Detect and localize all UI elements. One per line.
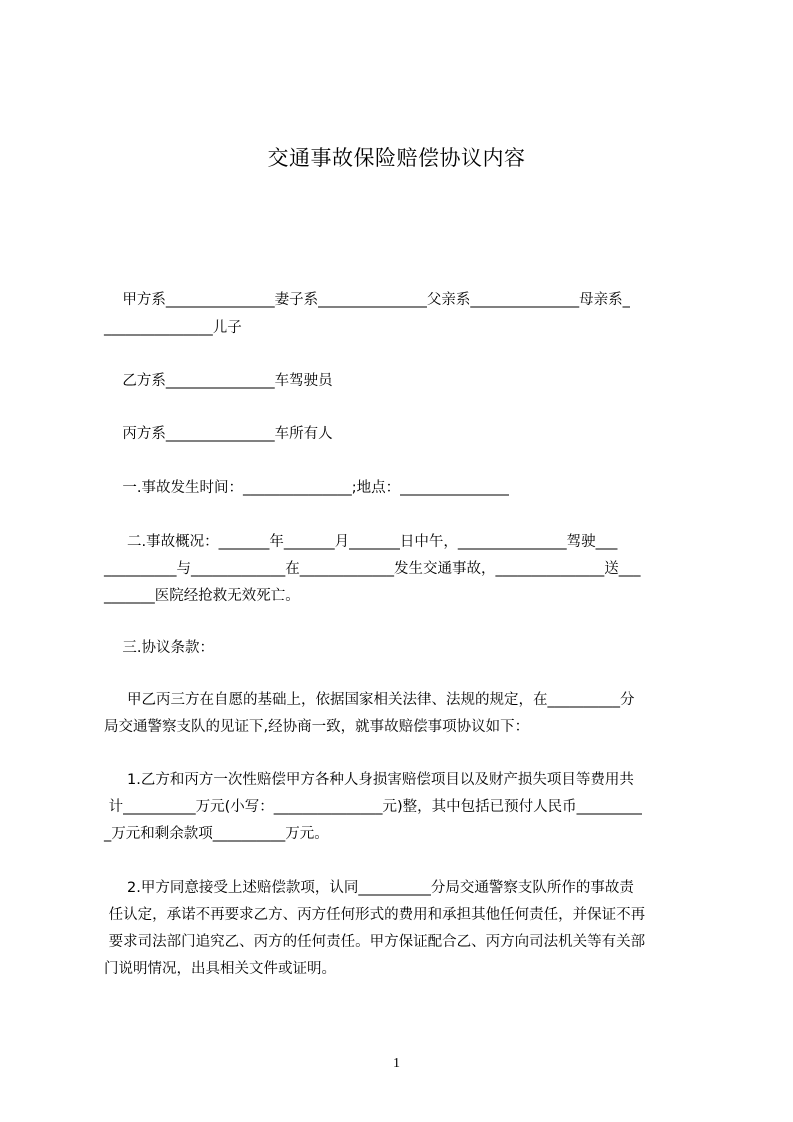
clause-2-line-1: 2.甲方同意接受上述赔偿款项，认同__________分局交通警察支队所作的事故责 (104, 880, 634, 896)
party-a-line-cont: _______________儿子 (104, 320, 242, 336)
section-2-line-3: _______医院经抢救无效死亡。 (104, 588, 300, 604)
party-b-line: 乙方系_______________车驾驶员 (104, 373, 333, 389)
page-number: 1 (393, 1056, 400, 1071)
clause-1-line-1: 1.乙方和丙方一次性赔偿甲方各种人身损害赔偿项目以及财产损失项目等费用共 (104, 772, 634, 788)
section-3-heading: 三.协议条款： (104, 640, 215, 656)
clause-2-line-2: 任认定，承诺不再要求乙方、丙方任何形式的费用和承担其他任何责任，并保证不再 (104, 907, 646, 923)
document-title: 交通事故保险赔偿协议内容 (267, 146, 526, 170)
intro-line-2: 局交通警察支队的见证下,经协商一致，就事故赔偿事项协议如下： (104, 719, 530, 735)
party-c-line: 丙方系_______________车所有人 (104, 426, 333, 442)
clause-2-line-3: 要求司法部门追究乙、丙方的任何责任。甲方保证配合乙、丙方向司法机关等有关部 (104, 934, 646, 950)
party-a-line: 甲方系_______________妻子系_______________父亲系_______________母亲系_ (104, 292, 630, 308)
intro-line-1: 甲乙丙三方在自愿的基础上，依据国家相关法律、法规的规定，在__________分 (104, 692, 635, 708)
clause-2-line-4: 门说明情况，出具相关文件或证明。 (104, 961, 336, 977)
clause-1-line-2: 计__________万元(小写：_______________元)整，其中包括已预付人民币_________ (104, 799, 642, 815)
clause-1-line-3: _万元和剩余款项__________万元。 (104, 826, 329, 842)
section-1-line: 一.事故发生时间：_______________;地点：_______________ (104, 480, 509, 496)
section-2-line-2: __________与_____________在_____________发生交通事故，_______________送___ (104, 561, 641, 577)
section-2-line-1: 二.事故概况：_______年_______月_______日中午，_______________驾驶___ (104, 534, 618, 550)
